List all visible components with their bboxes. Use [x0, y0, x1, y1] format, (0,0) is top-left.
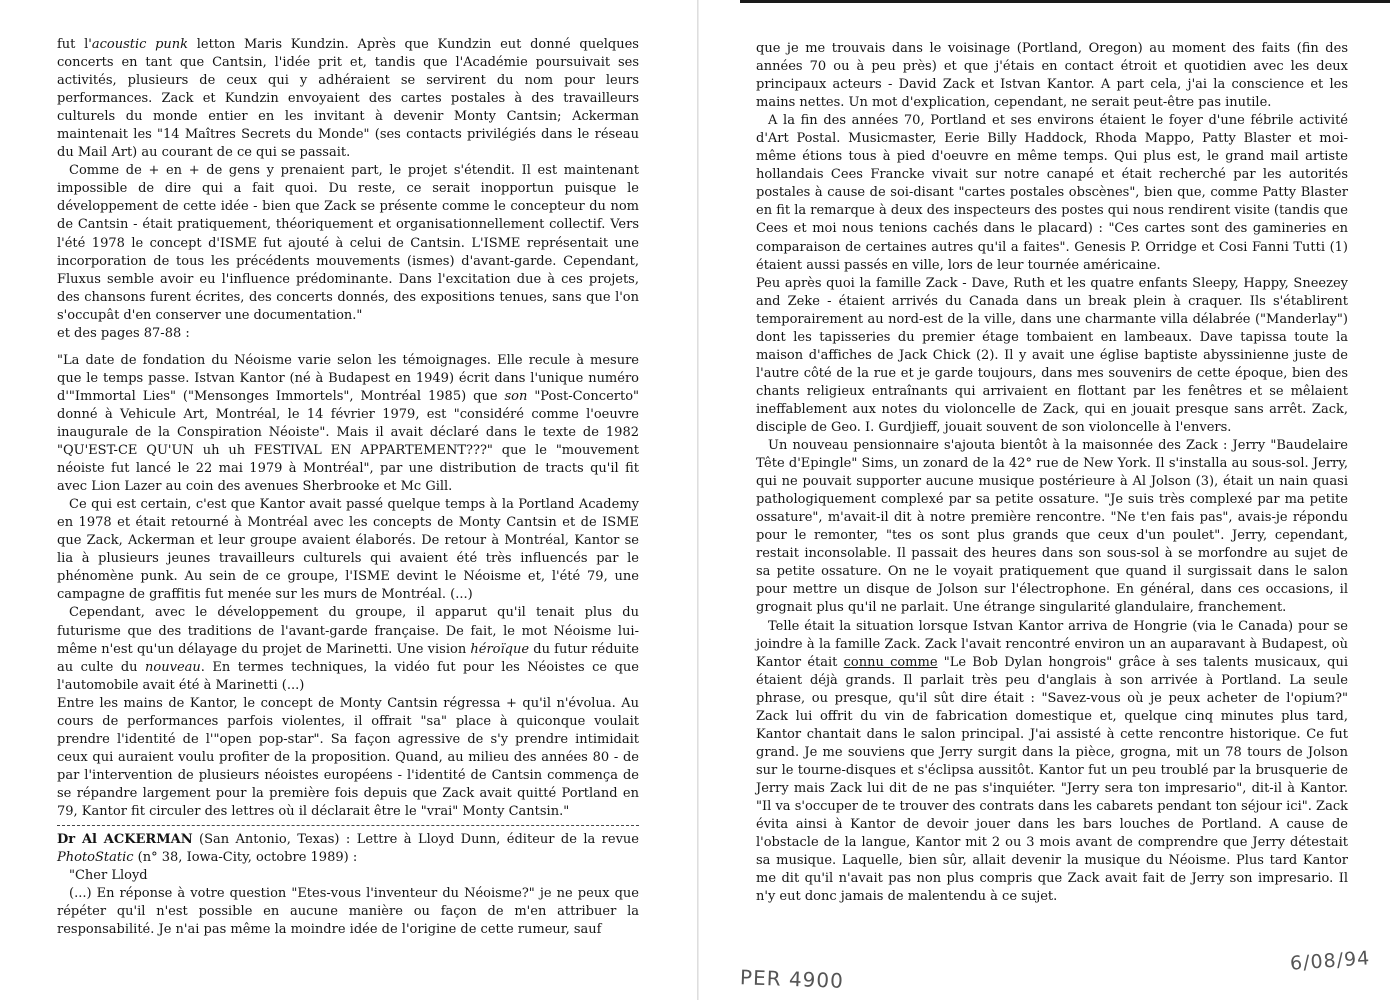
emphasis: nouveau [145, 659, 201, 675]
author-name: Dr Al ACKERMAN [57, 832, 193, 848]
paragraph: Entre les mains de Kantor, le concept de Monty Cantsin régressa + qu'il n'évolua. Au cours de performances parfois violentes, il offrait "sa" place à quiconque voulait prendre l'identité de l'"open pop-star". Sa façon agressive de s'y prendre intimidait ceux qui auraient voulu profiter de la proposition. Quand, au milieu des années 80 - de par l'intervention de plusieurs néoistes européens - l'identité de Cantsin commença de se répandre largement pour la première fois depuis que Zack avait quitté Portland en 79, Kantor fit circuler des lettres où il déclarait être le "vrai" Monty Cantsin." [57, 695, 639, 819]
underlined-text: connu comme [843, 654, 938, 670]
paragraph: Cependant, avec le développement du groupe, il apparut qu'il tenait plus du futurisme que des traditions de l'avant-garde française. De fait, le mot Néoisme lui-même n'est qu'un délayage du projet de Marinetti. Une vision héroïque du futur réduite au culte du nouveau. En termes techniques, la vidéo fut pour les Néoistes ce que l'automobile avait été à Marinetti (...) [57, 605, 639, 693]
emphasis: son [504, 388, 528, 404]
paragraph: Telle était la situation lorsque Istvan Kantor arriva de Hongrie (via le Canada) pour se joindre à la famille Zack. Zack l'avait rencontré environ un an auparavant à Budapest, où Kantor était connu comme "Le Bob Dylan hongrois" grâce à ses talents musicaux, qui étaient déjà grands. Il parlait très peu d'anglais à son arrivée à Portland. La seule phrase, ou presque, qu'il sût dire était : "Savez-vous où je peux acheter de l'opium?" Zack lui offrit du vin de fabrication domestique et, quelque cinq minutes plus tard, Kantor chantait dans le salon principal. J'ai assisté à cette rencontre historique. Ce fut grand. Je me souviens que Jerry surgit dans la pièce, grogna, mit un 78 tours de Jolson sur le tourne-disques et s'éclipsa aussitôt. Kantor fut un peu troublé par la brusquerie de Jerry mais Zack lui dit de ne pas s'inquiéter. "Jerry sera ton impresario", dit-il à Kantor. "Il va s'occuper de te trouver des contrats dans les cabarets pendant ton séjour ici". Zack évita ainsi à Kantor de devoir jouer dans les bars louches de Portland. A cause de l'obstacle de la langue, Kantor mit 2 ou 3 mois avant de comprendre que Jerry détestait sa musique. Laquelle, bien sûr, allait devenir la musique du Néoisme. Plus tard Kantor me dit qu'il n'avait pas non plus compris que Zack avait fait de Jerry son impresario. Il n'y eut donc jamais de malentendu à ce sujet. [756, 618, 1349, 905]
right-page [698, 0, 1396, 1000]
paragraph: (...) En réponse à votre question "Etes-vous l'inventeur du Néoisme?" je ne peux que répéter qu'il n'est possible en aucune manière ou façon de m'en attribuer la responsabilité. Je n'ai pas même la moindre idée de l'origine de cette rumeur, sauf [57, 886, 639, 938]
paragraph: Un nouveau pensionnaire s'ajouta bientôt à la maisonnée des Zack : Jerry "Baudelaire Tête d'Epingle" Sims, un zonard de la 42° rue de New York. Il s'installa au sous-sol. Jerry, qui ne pouvait supporter aucune musique postérieure à Al Jolson (3), était un nain quasi pathologiquement complexé par sa petite ossature. "Je suis très complexé par ma petite ossature", m'avait-il dit à notre première rencontre. "Ne t'en fais pas", avais-je répondu pour le remonter, "tes os sont plus grands que ceux d'un poulet". Jerry, cependant, restait inconsolable. Il passait des heures dans son sous-sol à se morfondre au sujet de sa petite ossature. On ne le voyait pratiquement que quand il surgissait dans le salon pour mettre un disque de Jolson sur l'électrophone. En général, dans ces occasions, il grognait plus qu'il ne parlait. Une étrange singularité glandulaire, franchement. [756, 438, 1348, 616]
paragraph: et des pages 87-88 : [57, 325, 190, 341]
paragraph: "La date de fondation du Néoisme varie selon les témoignages. Elle recule à mesure que le temps passe. Istvan Kantor (né à Budapest en 1949) écrit dans l'unique numéro d'"Immortal Lies" ("Mensonges Immortels", Montréal 1985) que son "Post-Concerto" donné à Vehicule Art, Montréal, le 14 février 1979, est "considéré comme l'oeuvre inaugurale de la Conspiration Néoiste". Mais il avait déclaré dans le texte de 1982 "QU'EST-CE QU'UN uh uh FESTIVAL EN APPARTEMENT???" que le "mouvement néoiste fut lancé le 22 mai 1979 à Montréal", par une distribution de tracts qu'il fit avec Lion Lazer au coin des avenues Sherbrooke et Mc Gill. [57, 352, 640, 495]
catalog-handwritten-mark: PER 4900 [739, 965, 845, 993]
paragraph: Ce qui est certain, c'est que Kantor avait passé quelque temps à la Portland Academy en 1978 et était retourné à Montréal avec les concepts de Monty Cantsin et de ISME que Zack, Ackerman et leur groupe avaient élaborés. De retour à Montréal, Kantor se lia à plusieurs jeunes travailleurs culturels qui avaient été très influencés par le phénomène punk. Au sein de ce groupe, l'ISME devint le Néoisme et, l'été 79, une campagne de graffitis fut menée sur les murs de Montréal. (...) [57, 497, 639, 603]
author-citation: Dr Al ACKERMAN (San Antonio, Texas) : Lettre à Lloyd Dunn, éditeur de la revue PhotoStatic (n° 38, Iowa-City, octobre 1989) : [57, 832, 639, 866]
greeting: "Cher Lloyd [69, 868, 148, 884]
left-text-column [57, 36, 639, 939]
emphasis: acoustic punk [91, 37, 189, 52]
right-text-column [756, 40, 1348, 906]
paragraph: Comme de + en + de gens y prenaient part, le projet s'étendit. Il est maintenant impossible de dire qui a fait quoi. Du reste, ce serait inopportun puisque le développement de cette idée - bien que Zack se présente comme le concepteur du nom de Cantsin - était pratiquement, théoriquement et organisationnellement collectif. Vers l'été 1978 le concept d'ISME fut ajouté à celui de Cantsin. L'ISME représentait une incorporation de tous les précédents mouvements (ismes) d'avant-garde. Cependant, Fluxus semble avoir eu l'influence prédominante. Dans l'excitation due à ces projets, des chansons furent écrites, des concerts donnés, des expositions tenues, sans que l'on s'occupât d'en conserver une documentation." [57, 163, 639, 323]
paragraph: Peu après quoi la famille Zack - Dave, Ruth et les quatre enfants Sleepy, Happy, Sneezey and Zeke - étaient arrivés du Canada dans un break plein à craquer. Ils s'établirent temporairement au nord-est de la ville, dans une charmante villa délabrée ("Manderlay") dont les tapisseries du premier étage tombaient en lambeaux. Dave tapissa toute la maison d'affiches de Jack Chick (2). Il y avait une église baptiste abyssinienne juste de l'autre côté de la rue et je garde toujours, dans mes souvenirs de cette époque, bien des chants religieux entraînants qui arrivaient en flottant par les fenêtres et se mêlaient ineffablement aux notes du violoncelle de Zack, qui en jouait presque sans arrêt. Zack, disciple de Geo. I. Gurdjieff, jouait souvent de son violoncelle à l'envers. [756, 275, 1348, 435]
emphasis: PhotoStatic [57, 850, 134, 866]
emphasis: héroïque [470, 641, 530, 657]
paragraph: fut l'acoustic punk letton Maris Kundzin. Après que Kundzin eut donné quelques concerts en tant que Cantsin, l'idée prit et, tandis que l'Académie poursuivait ses activités, plusieurs de ceux qui y adhéraient se servirent du nom pour leurs performances. Zack et Kundzin envoyaient des cartes postales à des travailleurs culturels du monde entier en les invitant à devenir Monty Cantsin; Ackerman maintenait les "14 Maîtres Secrets du Monde" (ses contacts privilégiés dans le réseau du Mail Art) au courant de ce qui se passait. [57, 37, 639, 161]
date-handwritten-mark: 6/08/94 [1289, 947, 1371, 975]
paragraph: A la fin des années 70, Portland et ses environs étaient le foyer d'une fébrile activité d'Art Postal. Musicmaster, Eerie Billy Haddock, Rhoda Mappo, Patty Blaster et moi-même étions tous à pied d'oeuvre en même temps. Qui plus est, le grand mail artiste hollandais Cees Francke vivait sur notre canapé et était recherché par les autorités postales à cause de soi-disant "cartes postales obscènes", bien que, comme Patty Blaster en fit la remarque à deux des inspecteurs des postes qui nous rendirent visite (tandis que Cees et moi nous tenions cachés dans le placard) : "Ces cartes sont des gamineries en comparaison de certaines autres qu'il a faites". Genesis P. Orridge et Cosi Fanni Tutti (1) étaient aussi passés en ville, lors de leur tournée américaine. [756, 113, 1348, 273]
paragraph: que je me trouvais dans le voisinage (Portland, Oregon) au moment des faits (fin des années 70 ou à peu près) et que j'étais en contact étroit et quotidien avec les deux principaux acteurs - David Zack et Istvan Kantor. A part cela, j'ai la conscience et les mains nettes. Un mot d'explication, cependant, ne serait peut-être pas inutile. [756, 41, 1348, 111]
section-divider [57, 825, 639, 826]
